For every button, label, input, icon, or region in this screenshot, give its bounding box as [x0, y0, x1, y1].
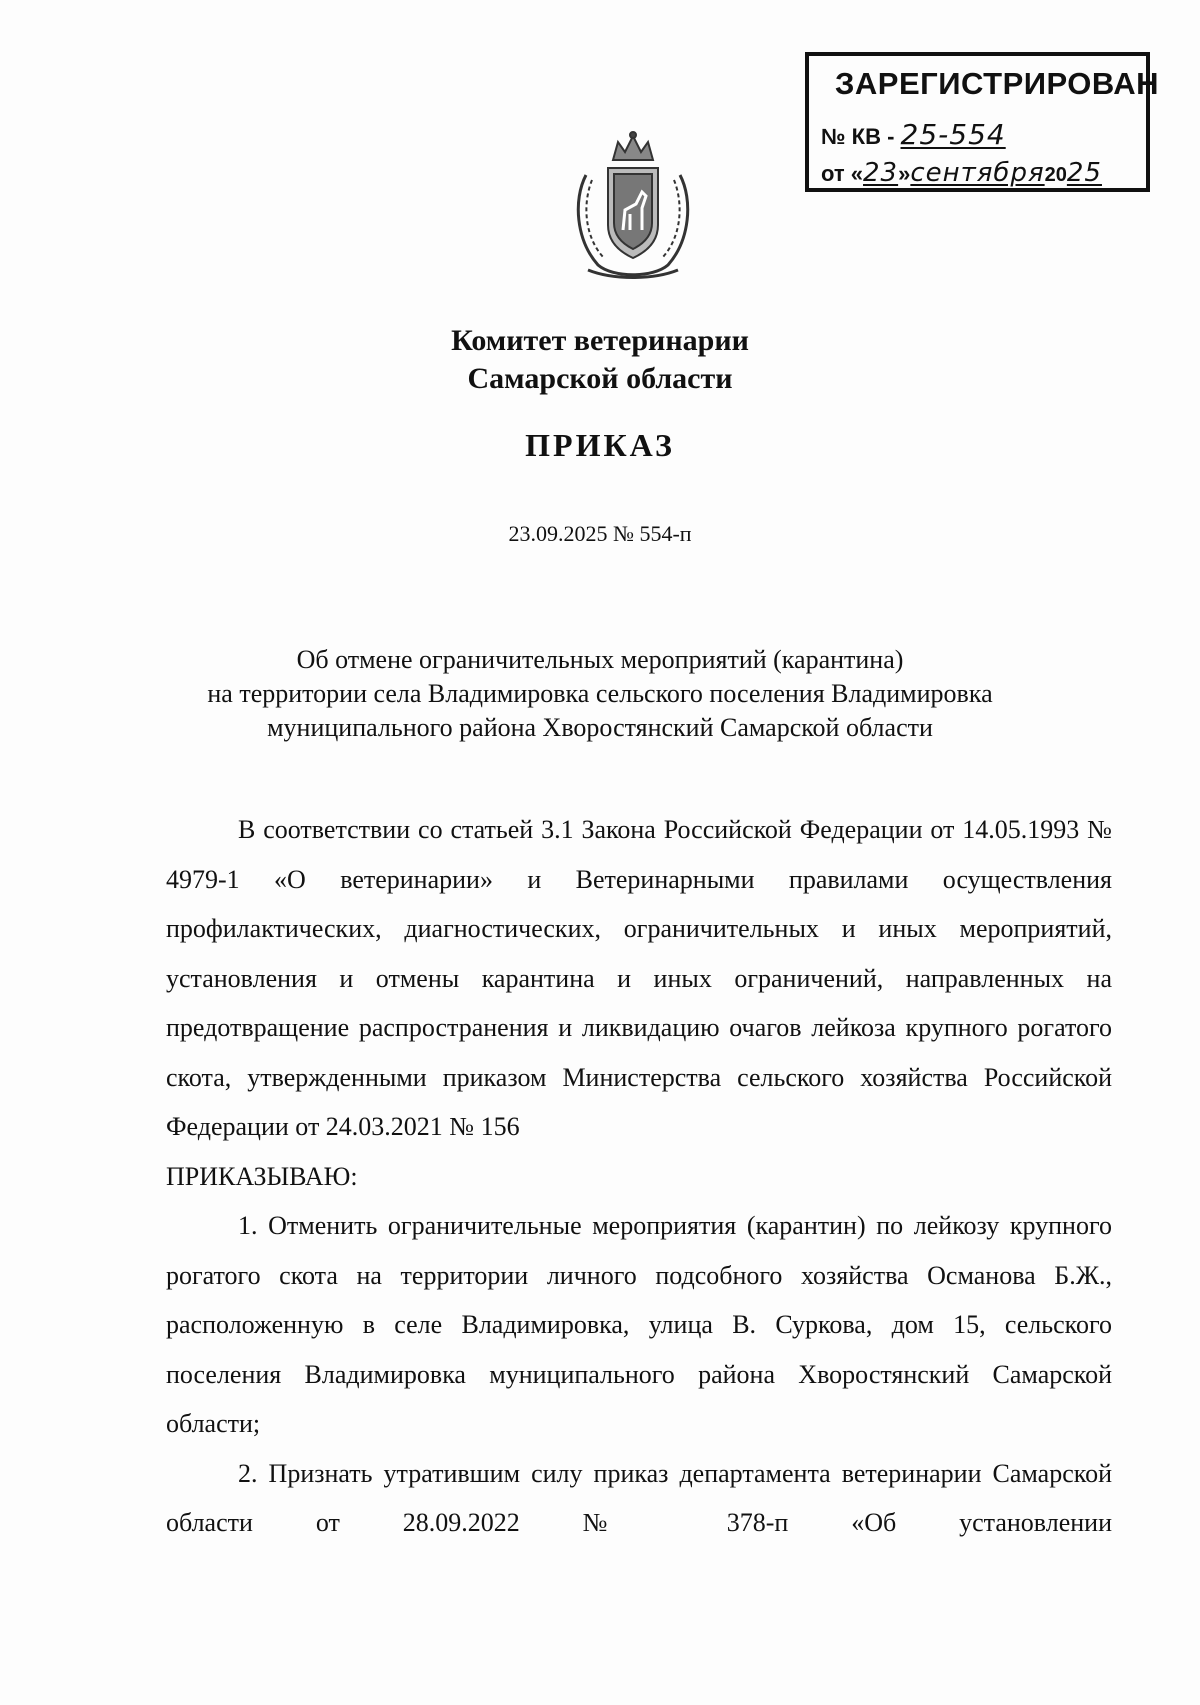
stamp-date-prefix: от « [821, 161, 864, 186]
preamble-paragraph: В соответствии со статьей 3.1 Закона Российской Федерации от 14.05.1993 № 4979-1 «О ветеринарии» и Ветеринарными правилами осуществления профилактических, диагностических, ограничительных и иных мероприятий, установления и отмены карантина и иных ограничений, направленных на предотвращение распространения и ликвидацию очагов лейкоза крупного рогатого скота, утвержденными приказом Министерства сельского хозяйства Российской Федерации от 24.03.2021 № 156 [166, 815, 1112, 1141]
stamp-date-day: 23 [863, 158, 899, 188]
stamp-title: ЗАРЕГИСТРИРОВАН [835, 66, 1160, 101]
order-item-1: 1. Отменить ограничительные мероприятия (карантин) по лейкозу крупного рогатого скота на территории личного подсобного хозяйства Османова Б.Ж., расположенную в селе Владимировка, улица В. Суркова, дом 15, сельского поселения Владимировка муниципального района Хворостянский Самарской области; [166, 1211, 1112, 1438]
samara-coat-of-arms-icon [568, 130, 698, 282]
document-date-number: 23.09.2025 № 554-п [508, 521, 692, 546]
stamp-date-year-suffix: 25 [1066, 158, 1102, 188]
order-word: ПРИКАЗЫВАЮ: [166, 1161, 358, 1191]
organization-name [0, 322, 1200, 398]
organization-line-2: Самарской области [467, 362, 733, 395]
subject-line-3: муниципального района Хворостянский Самарской области [267, 713, 933, 742]
document-subject [0, 643, 1200, 745]
stamp-number-value: 25-554 [900, 118, 1006, 151]
subject-line-2: на территории села Владимировка сельского поселения Владимировка [207, 679, 993, 708]
order-item-2: 2. Признать утратившим силу приказ департамента ветеринарии Самарской области от 28.09.2022 № 378-п «Об установлении [166, 1458, 1112, 1537]
stamp-number-row [821, 118, 1006, 151]
document-body [166, 805, 1112, 1548]
stamp-date-year-prefix: 20 [1044, 164, 1067, 186]
stamp-date-row [821, 158, 1102, 188]
stamp-number-label: № КВ - [821, 124, 895, 149]
subject-line-1: Об отмене ограничительных мероприятий (карантина) [296, 645, 904, 674]
document-type: ПРИКАЗ [525, 427, 675, 463]
stamp-date-month: сентября [910, 158, 1045, 188]
organization-line-1: Комитет ветеринарии [451, 324, 749, 357]
registration-stamp [805, 52, 1160, 192]
stamp-date-mid: » [898, 161, 911, 186]
